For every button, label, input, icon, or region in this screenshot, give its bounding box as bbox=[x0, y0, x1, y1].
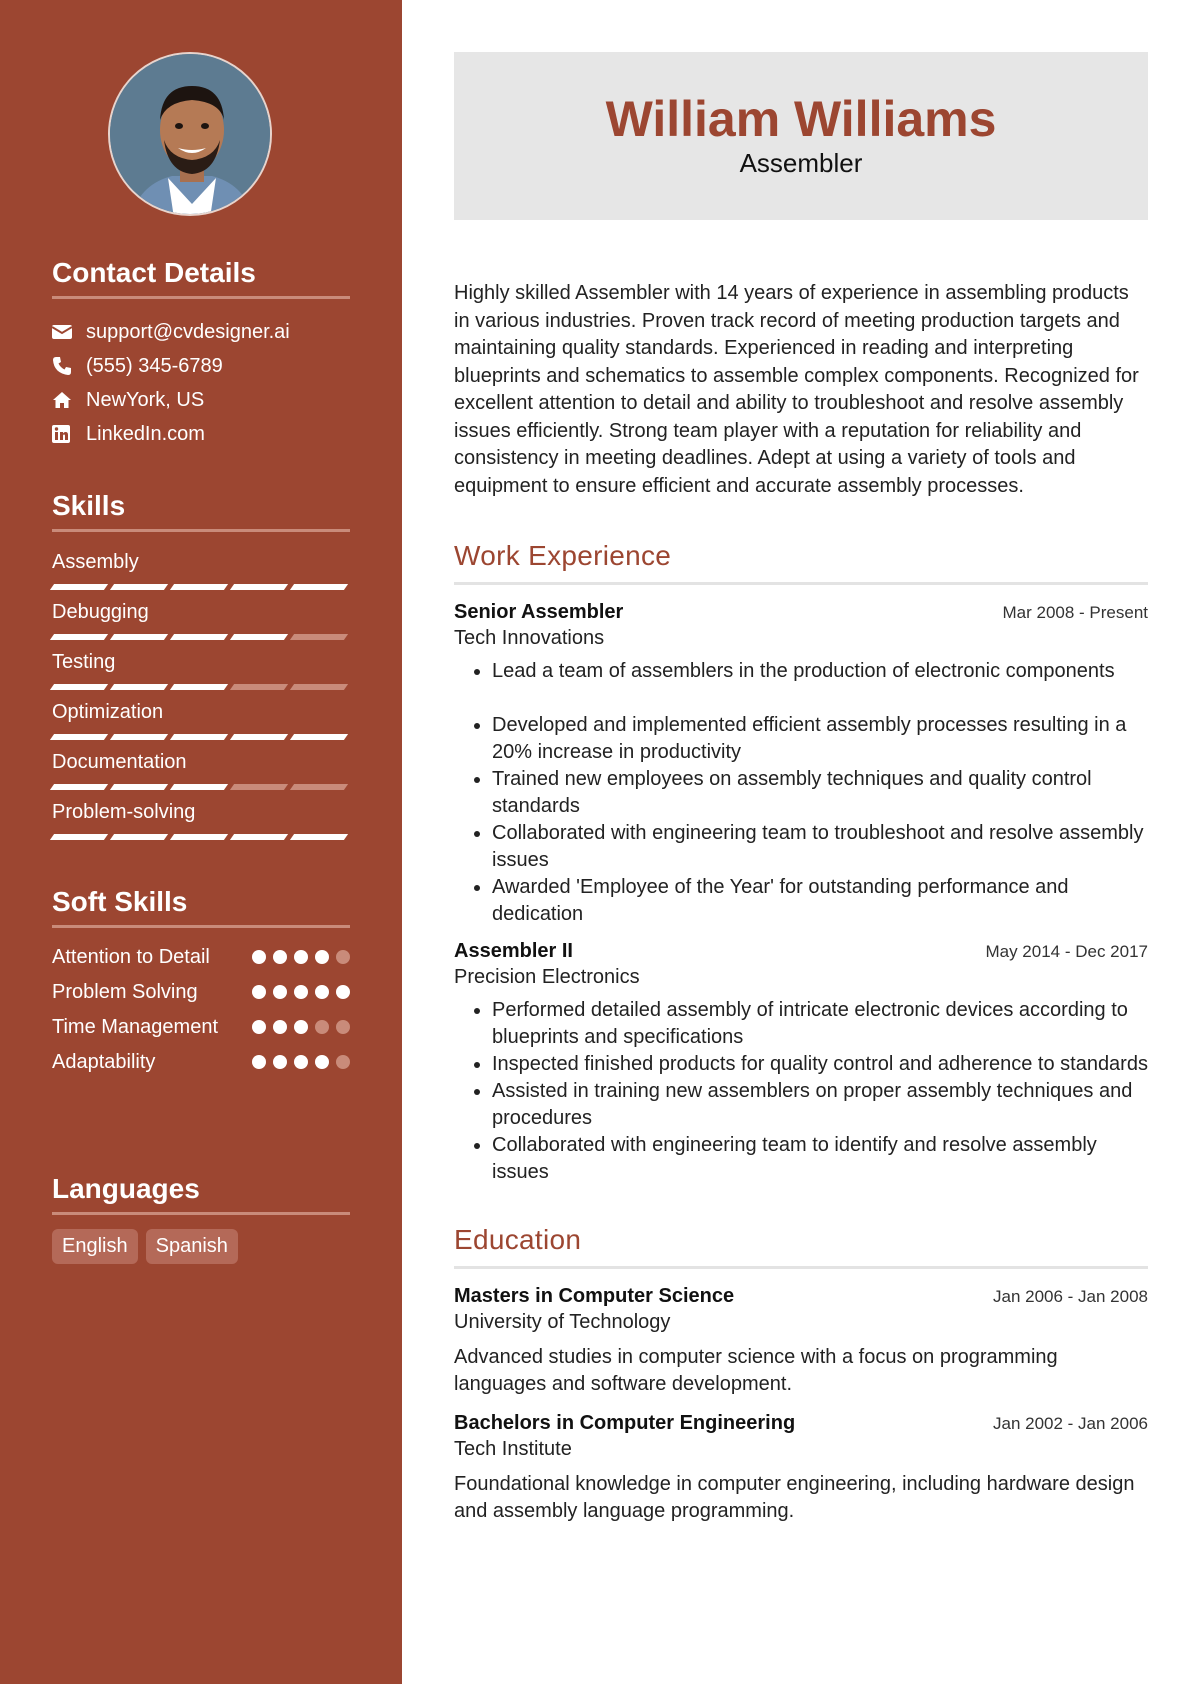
rating-dot bbox=[252, 985, 266, 999]
header bbox=[454, 52, 1148, 220]
candidate-role: Assembler bbox=[739, 148, 863, 178]
skills-title: Skills bbox=[52, 490, 126, 521]
soft-skill-name: Adaptability bbox=[52, 1051, 156, 1073]
skill-level-segment bbox=[290, 584, 348, 590]
skill-level-bars bbox=[52, 834, 346, 840]
work-title: Work Experience bbox=[454, 540, 672, 571]
languages-title: Languages bbox=[52, 1173, 200, 1204]
skill-item bbox=[52, 698, 350, 748]
rating-dot bbox=[252, 1055, 266, 1069]
summary: Highly skilled Assembler with 14 years of experience in assembling products in various industries. Proven track record of meeting production targets and maintaining quality standards. Experienced in reading and interpreting blueprints and schematics to assemble complex components. Recognized for excellent attention to detail and ability to troubleshoot and resolve assembly issues efficiently. Strong team player with a reputation for reliability and consistency in meeting deadlines. Adept at using a variety of tools and equipment to ensure efficient and accurate assembly processes. bbox=[454, 282, 1139, 497]
skill-level-segment bbox=[230, 634, 288, 640]
rating-dot bbox=[294, 1020, 308, 1034]
education-title: Education bbox=[454, 1224, 582, 1255]
linkedin-icon bbox=[52, 425, 86, 443]
job-bullet: • Inspected finished products for quality control and adherence to standards bbox=[492, 1051, 1148, 1078]
contact-title: Contact Details bbox=[52, 257, 256, 288]
skill-level-segment bbox=[170, 734, 228, 740]
job-date: Mar 2008 - Present bbox=[1002, 603, 1148, 622]
contact-divider bbox=[52, 296, 350, 299]
soft-skill-item bbox=[52, 979, 350, 1006]
skill-level-segment bbox=[230, 584, 288, 590]
soft-skills-section bbox=[52, 883, 350, 1084]
job-bullets bbox=[454, 658, 1148, 928]
job-bullet: • Lead a team of assemblers in the production of electronic components bbox=[492, 658, 1148, 685]
skill-item bbox=[52, 598, 350, 648]
rating-dot bbox=[294, 950, 308, 964]
skill-level-segment bbox=[110, 784, 168, 790]
languages-list bbox=[52, 1229, 350, 1264]
contact-email-text: support@cvdesigner.ai bbox=[86, 320, 290, 343]
education-entry bbox=[454, 1285, 1148, 1398]
soft-skill-rating bbox=[252, 944, 350, 971]
skill-level-segment bbox=[290, 734, 348, 740]
soft-skill-item bbox=[52, 1049, 350, 1076]
languages-divider bbox=[52, 1212, 350, 1215]
rating-dot bbox=[315, 1020, 329, 1034]
skill-level-segment bbox=[50, 684, 108, 690]
skill-name: Assembly bbox=[52, 551, 139, 573]
rating-dot bbox=[294, 1055, 308, 1069]
skills-section bbox=[52, 487, 350, 848]
job-bullet: • Performed detailed assembly of intricate electronic devices according to blueprints and specifications bbox=[492, 997, 1148, 1051]
language-tag: English bbox=[52, 1229, 138, 1264]
job-bullet: • Assisted in training new assemblers on proper assembly techniques and procedures bbox=[492, 1078, 1148, 1132]
contact-email[interactable] bbox=[52, 315, 350, 349]
education-divider bbox=[454, 1266, 1148, 1269]
skill-level-segment bbox=[50, 784, 108, 790]
rating-dot bbox=[315, 1055, 329, 1069]
language-tag: Spanish bbox=[146, 1229, 238, 1264]
skill-name: Problem-solving bbox=[52, 801, 196, 823]
skill-level-segment bbox=[50, 584, 108, 590]
skill-level-segment bbox=[110, 834, 168, 840]
education-entry bbox=[454, 1412, 1148, 1525]
skill-level-segment bbox=[170, 834, 228, 840]
skill-level-segment bbox=[110, 734, 168, 740]
skill-level-segment bbox=[170, 684, 228, 690]
rating-dot bbox=[315, 950, 329, 964]
school-name: Tech Institute bbox=[454, 1438, 572, 1460]
degree-title: Bachelors in Computer Engineering bbox=[454, 1412, 796, 1434]
rating-dot bbox=[273, 985, 287, 999]
rating-dot bbox=[294, 985, 308, 999]
rating-dot bbox=[252, 950, 266, 964]
skill-item bbox=[52, 748, 350, 798]
skill-item bbox=[52, 648, 350, 698]
skills-divider bbox=[52, 529, 350, 532]
skill-name: Testing bbox=[52, 651, 116, 673]
sidebar bbox=[0, 0, 402, 1684]
job-company: Precision Electronics bbox=[454, 966, 640, 988]
rating-dot bbox=[273, 1055, 287, 1069]
languages-section bbox=[52, 1170, 350, 1264]
job-title: Senior Assembler bbox=[454, 601, 624, 623]
skill-level-segment bbox=[110, 634, 168, 640]
job-company: Tech Innovations bbox=[454, 627, 605, 649]
soft-skill-rating bbox=[252, 1049, 350, 1076]
skill-level-segment bbox=[230, 834, 288, 840]
main-content bbox=[454, 52, 1148, 1525]
contact-phone[interactable] bbox=[52, 349, 350, 383]
skill-level-segment bbox=[50, 834, 108, 840]
job-bullet: • Awarded 'Employee of the Year' for outstanding performance and dedication bbox=[492, 874, 1148, 928]
job-entry bbox=[454, 940, 1148, 1186]
soft-skills-list bbox=[52, 944, 350, 1076]
skill-level-bars bbox=[52, 684, 346, 690]
degree-title: Masters in Computer Science bbox=[454, 1285, 735, 1307]
job-bullets bbox=[454, 997, 1148, 1186]
soft-skill-item bbox=[52, 1014, 350, 1041]
contact-linkedin[interactable] bbox=[52, 417, 350, 451]
rating-dot bbox=[336, 985, 350, 999]
contact-location bbox=[52, 383, 350, 417]
skill-item bbox=[52, 548, 350, 598]
contact-location-text: NewYork, US bbox=[86, 388, 205, 411]
skill-level-segment bbox=[50, 634, 108, 640]
school-name: University of Technology bbox=[454, 1311, 671, 1333]
soft-skill-name: Time Management bbox=[52, 1016, 218, 1038]
job-bullet: • Trained new employees on assembly techniques and quality control standards bbox=[492, 766, 1148, 820]
skill-level-bars bbox=[52, 784, 346, 790]
rating-dot bbox=[336, 950, 350, 964]
skill-name: Documentation bbox=[52, 751, 187, 773]
job-entry bbox=[454, 601, 1148, 928]
profile-photo bbox=[108, 52, 272, 216]
skill-level-bars bbox=[52, 634, 346, 640]
skill-level-segment bbox=[290, 684, 348, 690]
skill-level-segment bbox=[170, 634, 228, 640]
skill-name: Optimization bbox=[52, 701, 164, 723]
rating-dot bbox=[315, 985, 329, 999]
phone-icon bbox=[52, 356, 86, 376]
degree-description: Foundational knowledge in computer engineering, including hardware design and assembly language programming. bbox=[454, 1473, 1135, 1522]
rating-dot bbox=[336, 1055, 350, 1069]
rating-dot bbox=[252, 1020, 266, 1034]
skill-level-bars bbox=[52, 734, 346, 740]
contact-linkedin-text: LinkedIn.com bbox=[86, 422, 205, 445]
skill-level-segment bbox=[110, 684, 168, 690]
rating-dot bbox=[273, 1020, 287, 1034]
soft-skill-rating bbox=[252, 1014, 350, 1041]
skill-level-segment bbox=[290, 834, 348, 840]
skill-level-segment bbox=[230, 684, 288, 690]
skill-level-segment bbox=[170, 584, 228, 590]
skill-level-segment bbox=[170, 784, 228, 790]
candidate-name: William Williams bbox=[605, 91, 997, 147]
home-icon bbox=[52, 391, 86, 409]
skill-level-segment bbox=[50, 734, 108, 740]
degree-description: Advanced studies in computer science with a focus on programming languages and software development. bbox=[454, 1346, 1058, 1395]
work-divider bbox=[454, 582, 1148, 585]
soft-skill-name: Attention to Detail bbox=[52, 946, 210, 968]
degree-date: Jan 2002 - Jan 2006 bbox=[992, 1414, 1148, 1433]
soft-skill-name: Problem Solving bbox=[52, 981, 198, 1003]
skill-item bbox=[52, 798, 350, 848]
job-bullet: • Collaborated with engineering team to identify and resolve assembly issues bbox=[492, 1132, 1148, 1186]
soft-skill-item bbox=[52, 944, 350, 971]
soft-skills-title: Soft Skills bbox=[52, 886, 188, 917]
soft-skills-divider bbox=[52, 925, 350, 928]
job-date: May 2014 - Dec 2017 bbox=[985, 942, 1148, 961]
envelope-icon bbox=[52, 324, 86, 340]
soft-skill-rating bbox=[252, 979, 350, 1006]
skill-level-segment bbox=[290, 784, 348, 790]
rating-dot bbox=[273, 950, 287, 964]
skill-level-segment bbox=[290, 634, 348, 640]
avatar-illustration bbox=[110, 54, 272, 216]
rating-dot bbox=[336, 1020, 350, 1034]
skills-list bbox=[52, 548, 350, 848]
skill-level-segment bbox=[230, 734, 288, 740]
job-bullet: • Developed and implemented efficient assembly processes resulting in a 20% increase in productivity bbox=[492, 712, 1148, 766]
skill-level-segment bbox=[110, 584, 168, 590]
job-title: Assembler II bbox=[454, 940, 573, 962]
contact-section bbox=[52, 254, 350, 451]
skill-name: Debugging bbox=[52, 601, 149, 623]
skill-level-bars bbox=[52, 584, 346, 590]
skill-level-segment bbox=[230, 784, 288, 790]
degree-date: Jan 2006 - Jan 2008 bbox=[992, 1287, 1148, 1306]
contact-phone-text: (555) 345-6789 bbox=[86, 354, 223, 377]
job-bullet: • Collaborated with engineering team to troubleshoot and resolve assembly issues bbox=[492, 820, 1148, 874]
